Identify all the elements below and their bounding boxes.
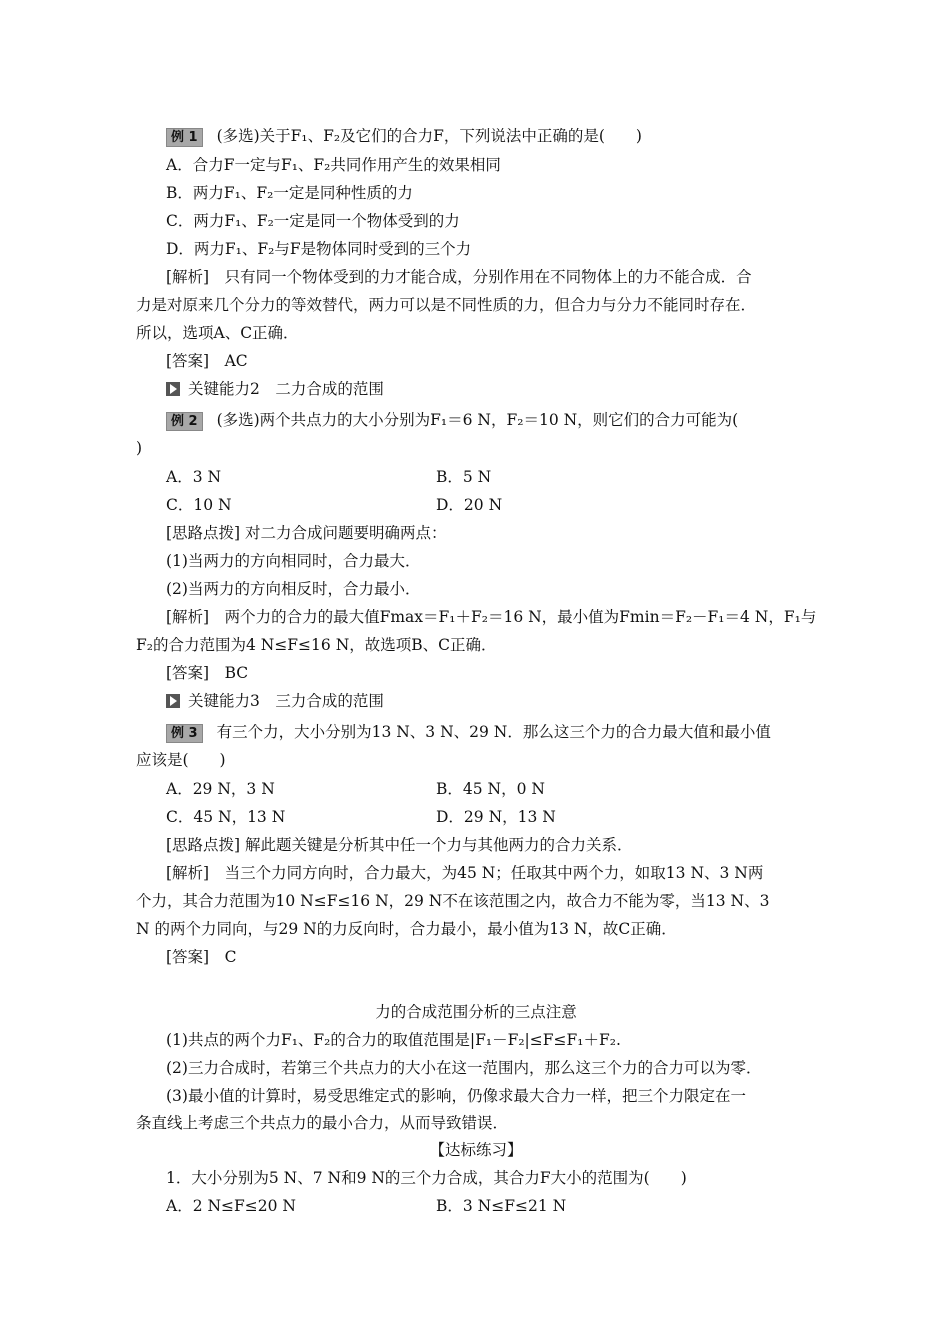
- example-2-option-a: A．3 N: [166, 468, 222, 486]
- notes-item: (1)共点的两个力F₁、F₂的合力的取值范围是|F₁－F₂|≤F≤F₁＋F₂.: [166, 1031, 621, 1049]
- example-2-hint-item: (2)当两力的方向相反时，合力最小．: [166, 580, 421, 598]
- notes-item-cont: 条直线上考虑三个共点力的最小合力，从而导致错误．: [136, 1114, 509, 1132]
- example-3-option-a: A．29 N，3 N: [166, 780, 275, 798]
- notes-title: 力的合成范围分析的三点注意: [375, 1003, 577, 1021]
- example-2-analysis-line: F₂的合力范围为4 N≤F≤16 N，故选项B、C正确．: [136, 636, 497, 654]
- example-1-option-d: D．两力F₁、F₂与F是物体同时受到的三个力: [166, 240, 472, 258]
- example-1-analysis-line: [解析] 只有同一个物体受到的力才能合成，分别作用在不同物体上的力不能合成．合: [166, 268, 752, 286]
- practice-option-b: B．3 N≤F≤21 N: [436, 1197, 567, 1215]
- example-3-option-b: B．45 N，0 N: [436, 780, 545, 798]
- notes-item: (2)三力合成时，若第三个共点力的大小在这一范围内，那么这三个力的合力可以为零．: [166, 1059, 762, 1077]
- play-triangle-icon: [166, 382, 180, 396]
- example-1-option-c: C．两力F₁、F₂一定是同一个物体受到的力: [166, 212, 460, 230]
- example-3-question-cont: 应该是( ): [136, 751, 226, 769]
- example-2-answer: [答案] BC: [166, 664, 249, 682]
- example-2-question: 例 2 (多选)两个共点力的大小分别为F₁＝6 N，F₂＝10 N，则它们的合力可能为(: [166, 410, 846, 431]
- example-1-question: 例 1 (多选)关于F₁、F₂及它们的合力F，下列说法中正确的是( ): [166, 126, 846, 147]
- example-2-hint-item: (1)当两力的方向相同时，合力最大．: [166, 552, 421, 570]
- practice-question-1: 1．大小分别为5 N、7 N和9 N的三个力合成，其合力F大小的范围为( ): [166, 1169, 687, 1187]
- example-3-question: 例 3 有三个力，大小分别为13 N、3 N、29 N．那么这三个力的合力最大值和最小值: [166, 722, 846, 743]
- play-triangle-icon: [166, 694, 180, 708]
- example-1-option-b: B．两力F₁、F₂一定是同种性质的力: [166, 184, 413, 202]
- example-2-option-c: C．10 N: [166, 496, 232, 514]
- example-3-analysis-line: N 的两个力同向，与29 N的力反向时，合力最小，最小值为13 N，故C正确．: [136, 920, 677, 938]
- example-3-hint: [思路点拨] 解此题关键是分析其中任一个力与其他两力的合力关系．: [166, 836, 633, 854]
- example-3-answer: [答案] C: [166, 948, 237, 966]
- section-heading: 关键能力2 二力合成的范围: [166, 379, 846, 399]
- example-1-analysis-line: 力是对原来几个分力的等效替代，两力可以是不同性质的力，但合力与分力不能同时存在．: [136, 296, 757, 314]
- example-2-option-d: D．20 N: [436, 496, 503, 514]
- example-2-analysis-line: [解析] 两个力的合力的最大值Fmax＝F₁＋F₂＝16 N，最小值为Fmin＝F₂－F₁＝4 N，F₁与: [166, 608, 817, 626]
- example-3-badge: 例 3: [166, 724, 203, 743]
- practice-option-a: A．2 N≤F≤20 N: [166, 1197, 296, 1215]
- example-3-option-d: D．29 N，13 N: [436, 808, 556, 826]
- section-heading: 关键能力3 三力合成的范围: [166, 691, 846, 711]
- example-1-answer: [答案] AC: [166, 352, 248, 370]
- practice-title: 【达标练习】: [429, 1141, 523, 1159]
- example-3-analysis-line: 个力，其合力范围为10 N≤F≤16 N，29 N不在该范围之内，故合力不能为零，当13 N、3: [136, 892, 770, 910]
- example-1-badge: 例 1: [166, 128, 203, 147]
- example-2-question-cont: ): [136, 439, 143, 457]
- example-1-option-a: A．合力F一定与F₁、F₂共同作用产生的效果相同: [166, 156, 501, 174]
- notes-item: (3)最小值的计算时，易受思维定式的影响，仍像求最大合力一样，把三个力限定在一: [166, 1087, 746, 1105]
- example-2-badge: 例 2: [166, 412, 203, 431]
- example-1-analysis-line: 所以，选项A、C正确．: [136, 324, 299, 342]
- example-3-analysis-line: [解析] 当三个力同方向时，合力最大，为45 N；任取其中两个力，如取13 N、3 N两: [166, 864, 764, 882]
- example-3-option-c: C．45 N，13 N: [166, 808, 286, 826]
- example-2-option-b: B．5 N: [436, 468, 492, 486]
- example-2-hint: [思路点拨] 对二力合成问题要明确两点：: [166, 524, 447, 542]
